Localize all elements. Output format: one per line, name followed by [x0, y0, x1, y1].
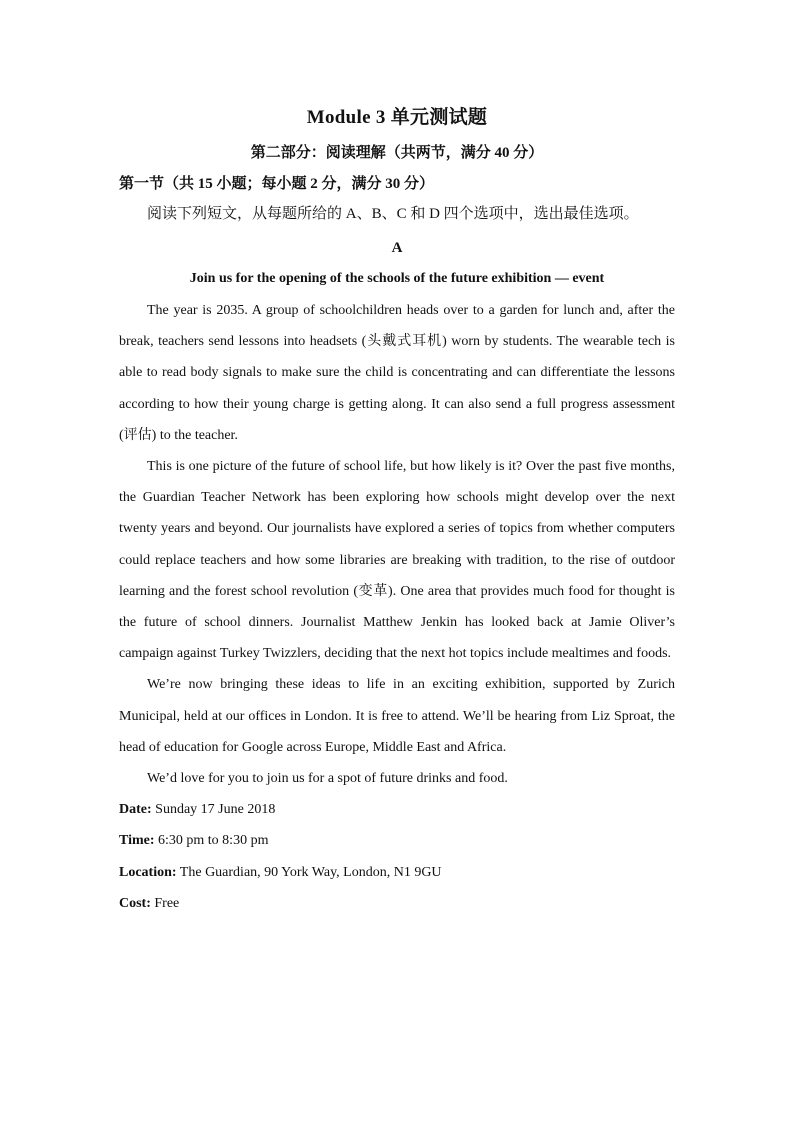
cost-label: Cost:: [119, 895, 151, 911]
time-label: Time:: [119, 833, 155, 849]
date-label: Date:: [119, 802, 152, 818]
page-title: Module 3 单元测试题: [306, 107, 488, 128]
cost-value: Free: [150, 895, 180, 911]
passage-body: [119, 295, 675, 919]
location-label: Location:: [119, 864, 177, 880]
section-heading: 第一节（共 15 小题；每小题 2 分，满分 30 分）: [119, 176, 435, 192]
passage-letter: A: [391, 240, 403, 256]
paragraph-1: The year is 2035. A group of schoolchildren heads over to a garden for lunch and, after the break, teachers send lessons into headsets (头戴式耳机) worn by students. The wearable tech is able to read body signals to make sure the child is concentrating and can differentiate the lessons according to how their young charge is getting along. It can also send a full progress assessment (评估) to the teacher.: [119, 303, 675, 443]
time-value: 6:30 pm to 8:30 pm: [154, 833, 269, 849]
paragraph-3: We’re now bringing these ideas to life in an exciting exhibition, supported by Zurich Municipal, held at our offices in London. It is free to attend. We’ll be hearing from Liz Sproat, the head of education for Google across Europe, Middle East and Africa.: [119, 677, 675, 755]
event-date: [119, 794, 675, 825]
event-cost: [119, 888, 675, 919]
passage-title: Join us for the opening of the schools of the future exhibition — event: [189, 271, 605, 286]
location-value: The Guardian, 90 York Way, London, N1 9GU: [176, 864, 442, 880]
event-location: [119, 857, 675, 888]
part-heading: 第二部分：阅读理解（共两节，满分 40 分）: [250, 145, 544, 161]
paragraph-2: This is one picture of the future of school life, but how likely is it? Over the past five months, the Guardian Teacher Network has been exploring how schools might develop over the next twenty years and beyond. Our journalists have explored a series of topics from whether computers could replace teachers and how some libraries are breaking with tradition, to the rise of outdoor learning and the forest school revolution (变革). One area that provides much food for thought is the future of school dinners. Journalist Matthew Jenkin has looked back at Jamie Oliver’s campaign against Turkey Twizzlers, deciding that the next hot topics include mealtimes and foods.: [119, 459, 675, 662]
date-value: Sunday 17 June 2018: [151, 802, 276, 818]
event-time: [119, 825, 675, 856]
paragraph-4: We’d love for you to join us for a spot of future drinks and food.: [147, 771, 508, 787]
instruction-text: 阅读下列短文，从每题所给的 A、B、C 和 D 四个选项中，选出最佳选项。: [147, 206, 639, 222]
